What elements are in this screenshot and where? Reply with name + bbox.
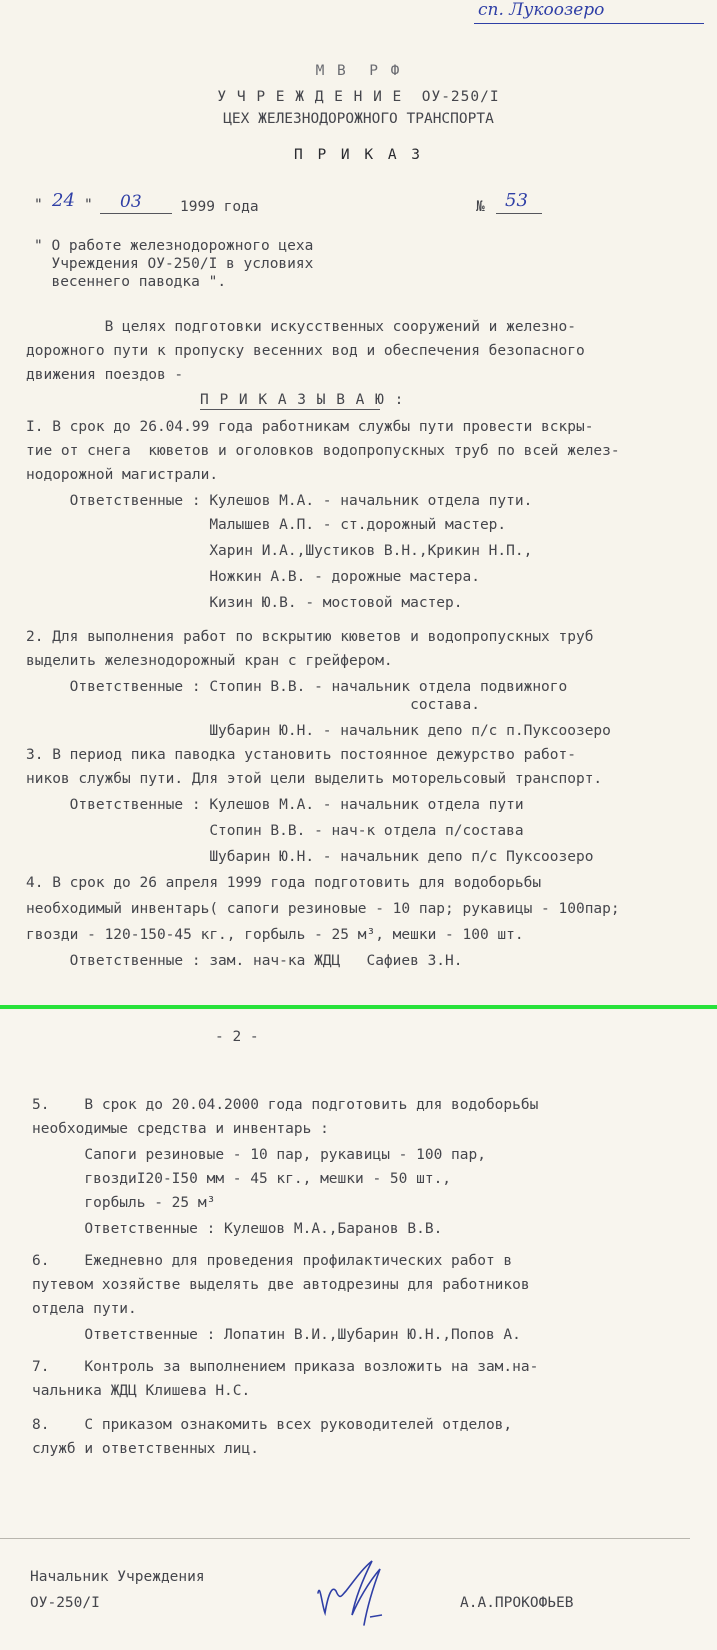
month-underline: [100, 213, 172, 214]
body-line: Ответственные : Лопатин В.И.,Шубарин Ю.Н.,Попов А.: [32, 1327, 521, 1343]
body-line: Шубарин Ю.Н. - начальник депо п/с п.Пуксоозеро: [26, 723, 611, 739]
orders-heading: П Р И К А З Ы В А Ю :: [200, 392, 405, 408]
subject-line: " О работе железнодорожного цеха: [34, 238, 314, 254]
body-line: нодорожной магистрали.: [26, 467, 219, 483]
page-fold-line: [0, 1538, 690, 1539]
body-line: 3. В период пика паводка установить постоянное дежурство работ-: [26, 747, 576, 763]
body-line: отдела пути.: [32, 1301, 137, 1317]
body-line: 8. С приказом ознакомить всех руководителей отделов,: [32, 1417, 513, 1433]
date-day: 24: [52, 190, 75, 211]
body-line: тие от снега кюветов и оголовков водопропускных труб по всей желез-: [26, 443, 620, 459]
body-line: Ответственные : Кулешов М.А. - начальник отдела пути: [26, 797, 524, 813]
handwritten-stamp: сп. Лукоозеро: [478, 0, 605, 20]
body-line: 7. Контроль за выполнением приказа возложить на зам.на-: [32, 1359, 539, 1375]
preamble-line: движения поездов -: [26, 367, 184, 383]
body-line: Ножкин А.В. - дорожные мастера.: [26, 569, 480, 585]
date-close-quote: ": [84, 197, 93, 213]
body-line: Харин И.А.,Шустиков В.Н.,Крикин Н.П.,: [26, 543, 533, 559]
body-line: 5. В срок до 20.04.2000 года подготовить для водоборьбы: [32, 1097, 539, 1113]
page-number: - 2 -: [215, 1029, 259, 1045]
body-line: состава.: [26, 697, 480, 713]
date-month: 03: [120, 192, 142, 212]
body-line: Малышев А.П. - ст.дорожный мастер.: [26, 517, 507, 533]
body-line: 2. Для выполнения работ по вскрытию кюветов и водопропускных труб: [26, 629, 594, 645]
subject-line: весеннего паводка ".: [34, 274, 227, 290]
body-line: I. В срок до 26.04.99 года работникам службы пути провести вскры-: [26, 419, 594, 435]
body-line: Ответственные : Стопин В.В. - начальник отдела подвижного: [26, 679, 568, 695]
body-line: гвоздиI20-I50 мм - 45 кг., мешки - 50 шт.,: [32, 1171, 452, 1187]
page-separator: [0, 1005, 717, 1009]
ministry-line: М В Р Ф: [315, 63, 402, 79]
body-line: Ответственные : зам. нач-ка ЖДЦ Сафиев З.Н.: [26, 953, 463, 969]
orders-underline: [200, 409, 380, 410]
signatory-name: А.А.ПРОКОФЬЕВ: [460, 1595, 574, 1611]
body-line: 4. В срок до 26 апреля 1999 года подготовить для водоборьбы: [26, 875, 542, 891]
department-line: ЦЕХ ЖЕЛЕЗНОДОРОЖНОГО ТРАНСПОРТА: [223, 111, 494, 127]
body-line: чальника ЖДЦ Клишева Н.С.: [32, 1383, 251, 1399]
body-line: гвозди - 120-150-45 кг., горбыль - 25 м³, мешки - 100 шт.: [26, 927, 524, 943]
date-year: 1999 года: [180, 199, 259, 215]
body-line: Стопин В.В. - нач-к отдела п/состава: [26, 823, 524, 839]
signatory-post: Начальник Учреждения: [30, 1569, 205, 1585]
date-open-quote: ": [34, 197, 43, 213]
preamble-line: В целях подготовки искусственных сооружений и железно-: [26, 319, 576, 335]
body-line: необходимый инвентарь( сапоги резиновые - 10 пар; рукавицы - 100пар;: [26, 901, 620, 917]
preamble-line: дорожного пути к пропуску весенних вод и обеспечения безопасного: [26, 343, 585, 359]
body-line: необходимые средства и инвентарь :: [32, 1121, 329, 1137]
number-underline: [496, 213, 542, 214]
body-line: Шубарин Ю.Н. - начальник депо п/с Пуксоозеро: [26, 849, 594, 865]
body-line: Сапоги резиновые - 10 пар, рукавицы - 100 пар,: [32, 1147, 486, 1163]
body-line: выделить железнодорожный кран с грейфером.: [26, 653, 393, 669]
body-line: Кизин Ю.В. - мостовой мастер.: [26, 595, 463, 611]
subject-line: Учреждения ОУ-250/I в условиях: [34, 256, 314, 272]
body-line: путевом хозяйстве выделять две автодрезины для работников: [32, 1277, 530, 1293]
institution-line: У Ч Р Е Ж Д Е Н И Е ОУ-250/I: [217, 89, 500, 105]
body-line: 6. Ежедневно для проведения профилактических работ в: [32, 1253, 513, 1269]
number-label: №: [476, 199, 485, 215]
body-line: горбыль - 25 м³: [32, 1195, 216, 1211]
body-line: ников службы пути. Для этой цели выделить моторельсовый транспорт.: [26, 771, 603, 787]
document-title: П Р И К А З: [293, 147, 424, 163]
handwritten-signature: [310, 1555, 400, 1630]
body-line: служб и ответственных лиц.: [32, 1441, 259, 1457]
stamp-underline: [474, 23, 704, 24]
order-number: 53: [505, 190, 528, 211]
signatory-unit: ОУ-250/I: [30, 1595, 100, 1611]
body-line: Ответственные : Кулешов М.А.,Баранов В.В.: [32, 1221, 443, 1237]
body-line: Ответственные : Кулешов М.А. - начальник отдела пути.: [26, 493, 533, 509]
